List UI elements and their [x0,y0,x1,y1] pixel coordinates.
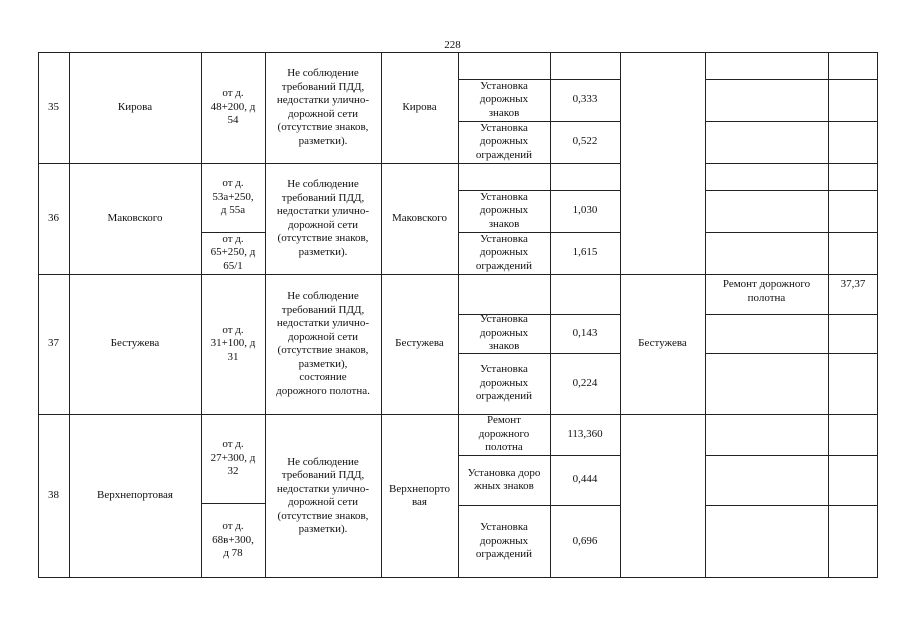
measure-name: Установка дорожных ограждений [475,363,533,403]
object-street: Маковского [392,211,447,224]
row-number: 37 [48,337,59,350]
measure-value: 0,224 [572,376,598,389]
measure-value: 0,143 [572,326,598,339]
measure-name: Ремонт дорожного полотна [478,414,530,454]
measure-value: 113,360 [567,427,603,440]
road-segment: от д. 68в+300, д 78 [212,520,254,560]
object-street: Бестужева [395,337,444,350]
reason-text: Не соблюдение требований ПДД, недостатки улично- дорожной сети (отсутствие знаков, разметки). [276,67,370,147]
page-number: 228 [444,39,461,51]
measure-value: 0,522 [572,135,598,148]
measure-name: Установка дорожных знаков [479,313,529,353]
reason-text: Не соблюдение требований ПДД, недостатки улично- дорожной сети (отсутствие знаков, разметки). [276,178,370,258]
road-segment: от д. 65+250, д 65/1 [210,232,256,272]
measure-name: Установка дорожных знаков [479,79,529,119]
road-segment: от д. 53а+250, д 55а [212,177,254,217]
row-number: 36 [48,211,59,224]
street-name: Кирова [117,100,153,113]
reason-text: Не соблюдение требований ПДД, недостатки улично- дорожной сети (отсутствие знаков, разметки). [276,455,370,535]
street-name: Маковского [107,211,163,224]
plan-work: Ремонт дорожного полотна [722,278,811,304]
plan-street: Бестужева [638,337,687,350]
measure-value: 1,030 [572,204,598,217]
object-street: Кирова [402,100,437,113]
reason-text: Не соблюдение требований ПДД, недостатки улично- дорожной сети (отсутствие знаков, разметки), состояние дорожного полотна. [276,290,370,397]
measure-name: Установка доро жных знаков [467,466,541,492]
measure-value: 1,615 [572,246,598,259]
road-segment: от д. 27+300, д 32 [210,438,256,478]
road-segment: от д. 31+100, д 31 [210,323,256,363]
measure-name: Установка дорожных ограждений [475,232,533,272]
street-name: Бестужева [110,337,160,350]
row-number: 35 [48,100,59,113]
road-measures-table [38,52,878,578]
row-number: 38 [48,489,59,502]
measure-name: Установка дорожных ограждений [475,521,533,561]
measure-value: 0,696 [572,534,598,547]
plan-value: 37,37 [840,278,866,290]
road-segment: от д. 48+200, д 54 [210,87,256,127]
street-name: Верхнепортовая [97,489,173,502]
measure-name: Установка дорожных ограждений [475,121,533,161]
measure-value: 0,444 [572,473,598,486]
measure-value: 0,333 [572,93,598,106]
measure-name: Установка дорожных знаков [479,190,529,230]
object-street: Верхнепорто вая [389,482,450,508]
